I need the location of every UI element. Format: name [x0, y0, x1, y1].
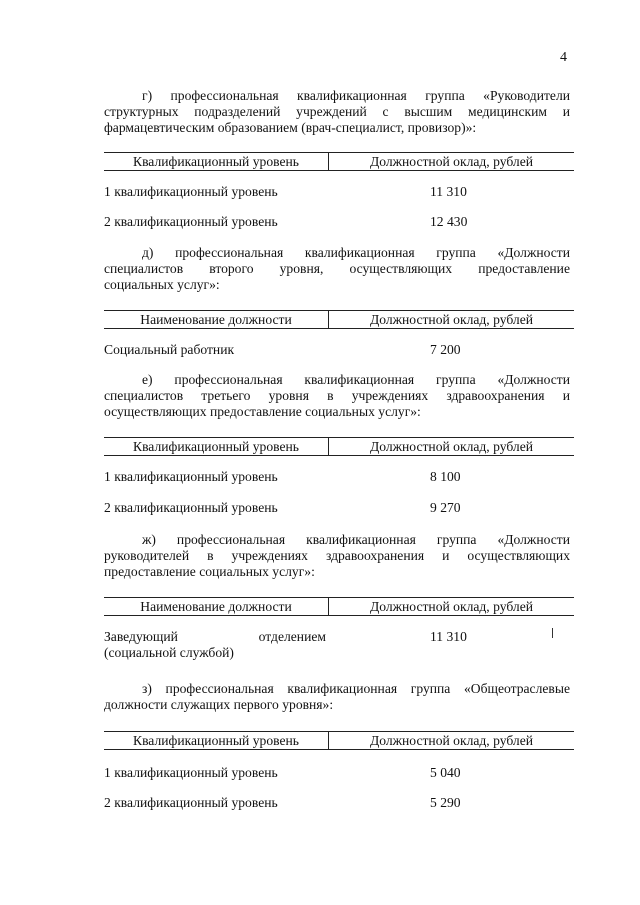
page-number: 4 — [560, 50, 567, 65]
table-row — [104, 795, 574, 811]
section-z-paragraph — [104, 681, 570, 713]
paragraph-line: фармацевтическим образованием (врач-специалист, провизор)»: — [104, 120, 477, 135]
row-value: 8 100 — [430, 469, 461, 484]
paragraph-line: структурных подразделений учреждений с высшим медицинским и — [104, 104, 570, 119]
row-value: 11 310 — [430, 629, 467, 644]
paragraph-line: е) профессиональная квалификационная группа «Должности — [142, 372, 570, 387]
row-name: 2 квалификационный уровень — [104, 500, 278, 515]
row-name: 1 квалификационный уровень — [104, 184, 278, 199]
paragraph-line: д) профессиональная квалификационная группа «Должности — [142, 245, 570, 260]
section-g-paragraph — [104, 88, 570, 136]
paragraph-line: должности служащих первого уровня»: — [104, 697, 334, 712]
section-e-paragraph — [104, 372, 570, 420]
row-value: 12 430 — [430, 214, 468, 229]
paragraph-line: специалистов третьего уровня в учреждениях здравоохранения и — [104, 388, 570, 403]
column-header-salary: Должностной оклад, рублей — [369, 154, 534, 169]
row-name-line: Заведующий отделением — [104, 629, 326, 644]
column-header-level: Квалификационный уровень — [104, 438, 329, 455]
column-header-salary: Должностной оклад, рублей — [369, 439, 534, 454]
paragraph-line: ж) профессиональная квалификационная группа «Должности — [142, 532, 570, 547]
scan-mark — [552, 628, 553, 638]
row-value: 11 310 — [430, 184, 467, 199]
column-header-salary: Должностной оклад, рублей — [369, 312, 534, 327]
row-value: 5 040 — [430, 765, 461, 780]
row-name: Социальный работник — [104, 342, 235, 357]
row-value: 7 200 — [430, 342, 461, 357]
table-header — [104, 310, 574, 329]
paragraph-line: з) профессиональная квалификационная группа «Общеотраслевые — [142, 681, 570, 696]
table-row — [104, 184, 574, 200]
column-header-salary: Должностной оклад, рублей — [369, 733, 534, 748]
row-name — [104, 629, 328, 661]
paragraph-line: специалистов второго уровня, осуществляющих предоставление — [104, 261, 570, 276]
column-header-level: Квалификационный уровень — [104, 153, 329, 170]
column-header-position: Наименование должности — [104, 311, 329, 328]
row-name-line: (социальной службой) — [104, 645, 234, 660]
row-name: 1 квалификационный уровень — [104, 765, 278, 780]
table-row — [104, 629, 574, 661]
table-header — [104, 152, 574, 171]
table-row — [104, 214, 574, 230]
column-header-level: Квалификационный уровень — [104, 732, 329, 749]
table-row — [104, 469, 574, 485]
table-header — [104, 597, 574, 616]
column-header-position: Наименование должности — [104, 598, 329, 615]
table-header — [104, 731, 574, 750]
row-name: 1 квалификационный уровень — [104, 469, 278, 484]
paragraph-line: предоставление социальных услуг»: — [104, 564, 315, 579]
table-row — [104, 342, 574, 358]
row-name: 2 квалификационный уровень — [104, 214, 278, 229]
table-row — [104, 765, 574, 781]
table-row — [104, 500, 574, 516]
column-header-salary: Должностной оклад, рублей — [369, 599, 534, 614]
paragraph-line: осуществляющих предоставление социальных услуг»: — [104, 404, 421, 419]
row-name: 2 квалификационный уровень — [104, 795, 278, 810]
table-header — [104, 437, 574, 456]
row-value: 5 290 — [430, 795, 461, 810]
paragraph-line: руководителей в учреждениях здравоохранения и осуществляющих — [104, 548, 570, 563]
paragraph-line: социальных услуг»: — [104, 277, 220, 292]
paragraph-line: г) профессиональная квалификационная группа «Руководители — [142, 88, 570, 103]
row-value: 9 270 — [430, 500, 461, 515]
section-zh-paragraph — [104, 532, 570, 580]
section-d-paragraph — [104, 245, 570, 293]
